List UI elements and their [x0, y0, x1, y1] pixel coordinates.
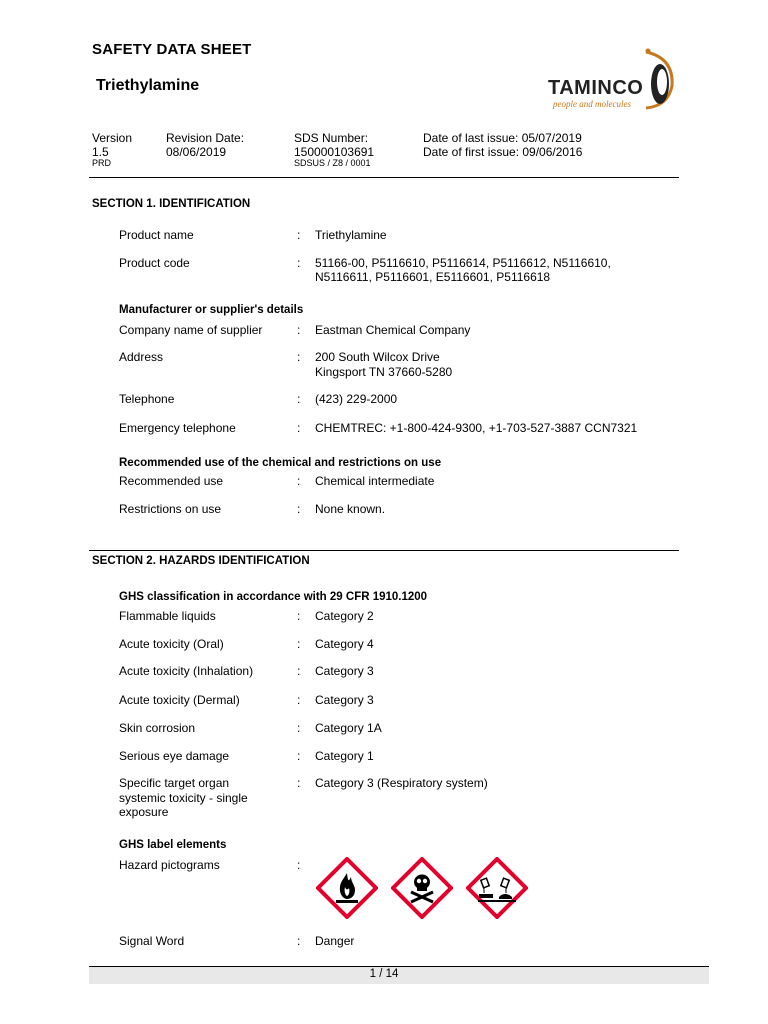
colon: : [297, 228, 301, 242]
colon: : [297, 609, 301, 623]
recommended-use-heading: Recommended use of the chemical and restrictions on use [119, 457, 442, 469]
hazard-class-label: Skin corrosion [119, 721, 196, 735]
colon: : [297, 776, 301, 790]
product-name-value: Triethylamine [315, 228, 387, 242]
emergency-telephone-label: Emergency telephone [119, 421, 236, 435]
colon: : [297, 502, 301, 516]
sds-number-value: 150000103691 [294, 145, 375, 159]
version-note: PRD [92, 158, 112, 168]
document-title: SAFETY DATA SHEET [92, 41, 252, 58]
sds-number-label: SDS Number: [294, 131, 369, 145]
company-name-label: Company name of supplier [119, 323, 263, 337]
label-elements-heading: GHS label elements [119, 839, 227, 851]
colon: : [297, 858, 301, 872]
product-code-value-line-1: 51166-00, P5116610, P5116614, P5116612, N5116610, [315, 256, 611, 270]
sds-note: SDSUS / Z8 / 0001 [294, 158, 371, 168]
restrictions-label: Restrictions on use [119, 502, 222, 516]
hazard-class-value: Category 3 [315, 664, 374, 678]
hazard-class-label: Acute toxicity (Inhalation) [119, 664, 254, 678]
revision-date-value: 08/06/2019 [166, 145, 227, 159]
corrosion-icon [466, 857, 528, 919]
stot-label-line-3: exposure [119, 805, 169, 819]
hazard-class-value: Category 1 [315, 749, 374, 763]
address-line-1: 200 South Wilcox Drive [315, 350, 440, 364]
date-last-issue: Date of last issue: 05/07/2019 [423, 131, 582, 145]
address-label: Address [119, 350, 164, 364]
product-name-label: Product name [119, 228, 194, 242]
restrictions-value: None known. [315, 502, 386, 516]
stot-value: Category 3 (Respiratory system) [315, 776, 488, 790]
company-name-value: Eastman Chemical Company [315, 323, 471, 337]
svg-text:people and molecules: people and molecules [553, 99, 631, 109]
telephone-label: Telephone [119, 392, 175, 406]
colon: : [297, 693, 301, 707]
hazard-class-value: Category 3 [315, 693, 374, 707]
hazard-class-label: Acute toxicity (Oral) [119, 637, 224, 651]
version-value: 1.5 [92, 145, 109, 159]
colon: : [297, 421, 301, 435]
page-number: 1 / 14 [369, 968, 399, 980]
company-logo [546, 44, 676, 114]
colon: : [297, 392, 301, 406]
colon: : [297, 350, 301, 364]
hazard-class-label: Flammable liquids [119, 609, 216, 623]
colon: : [297, 664, 301, 678]
colon: : [297, 637, 301, 651]
hazard-pictograms-label: Hazard pictograms [119, 858, 220, 872]
address-line-2: Kingsport TN 37660-5280 [315, 365, 453, 379]
svg-text:TAMINCO: TAMINCO [548, 77, 644, 99]
section-divider [89, 550, 679, 551]
manufacturer-heading: Manufacturer or supplier's details [119, 304, 304, 316]
section-2-title: SECTION 2. HAZARDS IDENTIFICATION [92, 555, 310, 567]
emergency-telephone-value: CHEMTREC: +1-800-424-9300, +1-703-527-3887 CCN7321 [315, 421, 638, 435]
recommended-use-value: Chemical intermediate [315, 474, 435, 488]
recommended-use-label: Recommended use [119, 474, 224, 488]
hazard-class-label: Acute toxicity (Dermal) [119, 693, 240, 707]
section-1-title: SECTION 1. IDENTIFICATION [92, 198, 251, 210]
flame-icon [316, 857, 378, 919]
revision-date-label: Revision Date: [166, 131, 245, 145]
version-label: Version [92, 131, 133, 145]
hazard-class-label: Serious eye damage [119, 749, 230, 763]
colon: : [297, 256, 301, 270]
colon: : [297, 721, 301, 735]
signal-word-label: Signal Word [119, 934, 185, 948]
hazard-class-value: Category 4 [315, 637, 374, 651]
product-code-value-line-2: N5116611, P5116601, E5116601, P5116618 [315, 270, 551, 284]
stot-label-line-1: Specific target organ [119, 776, 230, 790]
stot-label-line-2: systemic toxicity - single [119, 791, 248, 805]
hazard-class-value: Category 2 [315, 609, 374, 623]
colon: : [297, 934, 301, 948]
date-first-issue: Date of first issue: 09/06/2016 [423, 145, 583, 159]
colon: : [297, 474, 301, 488]
product-code-label: Product code [119, 256, 190, 270]
colon: : [297, 323, 301, 337]
hazard-class-value: Category 1A [315, 721, 382, 735]
telephone-value: (423) 229-2000 [315, 392, 398, 406]
skull-crossbones-icon [391, 857, 453, 919]
signal-word-value: Danger [315, 934, 355, 948]
ghs-classification-heading: GHS classification in accordance with 29 CFR 1910.1200 [119, 591, 428, 603]
colon: : [297, 749, 301, 763]
header-divider [89, 177, 679, 178]
product-title: Triethylamine [96, 77, 200, 94]
